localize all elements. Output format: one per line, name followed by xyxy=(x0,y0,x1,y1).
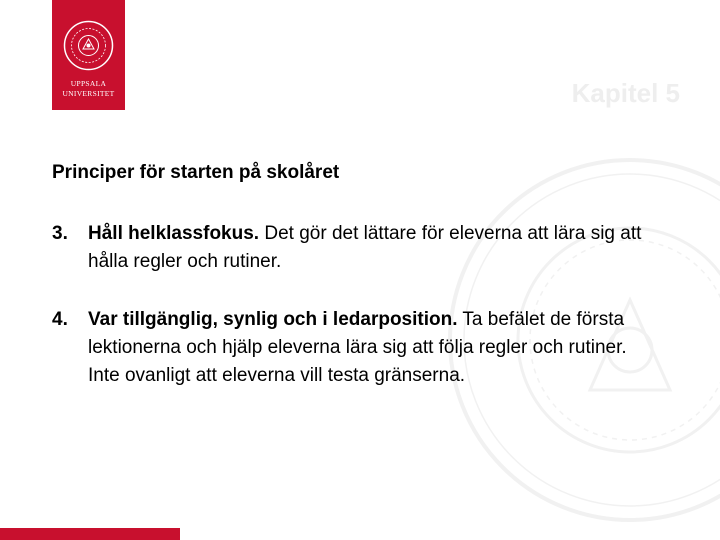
footer-accent-bar xyxy=(0,528,180,540)
item-text: Det gör det lättare för eleverna att lära sig att hålla regler och rutiner. xyxy=(88,223,642,272)
item-text: Ta befälet de första lektionerna och hjälp eleverna lära sig att följa regler och rutiner. Inte ovanligt att eleverna vill testa gränserna. xyxy=(88,309,627,386)
list-item xyxy=(52,306,662,390)
item-lead: Håll helklassfokus. xyxy=(88,223,260,244)
chapter-title: Kapitel 5 xyxy=(571,78,680,108)
logo-line-1: UPPSALA xyxy=(70,79,107,88)
university-seal-icon xyxy=(63,20,114,71)
logo-line-2: UNIVERSITET xyxy=(62,89,115,98)
item-number: 3. xyxy=(52,223,68,244)
item-lead: Var tillgänglig, synlig och i ledarposition. xyxy=(88,309,458,330)
slide-heading: Principer för starten på skolåret xyxy=(52,162,340,183)
item-number: 4. xyxy=(52,309,68,330)
list-item xyxy=(52,220,662,276)
university-logo xyxy=(52,0,125,110)
